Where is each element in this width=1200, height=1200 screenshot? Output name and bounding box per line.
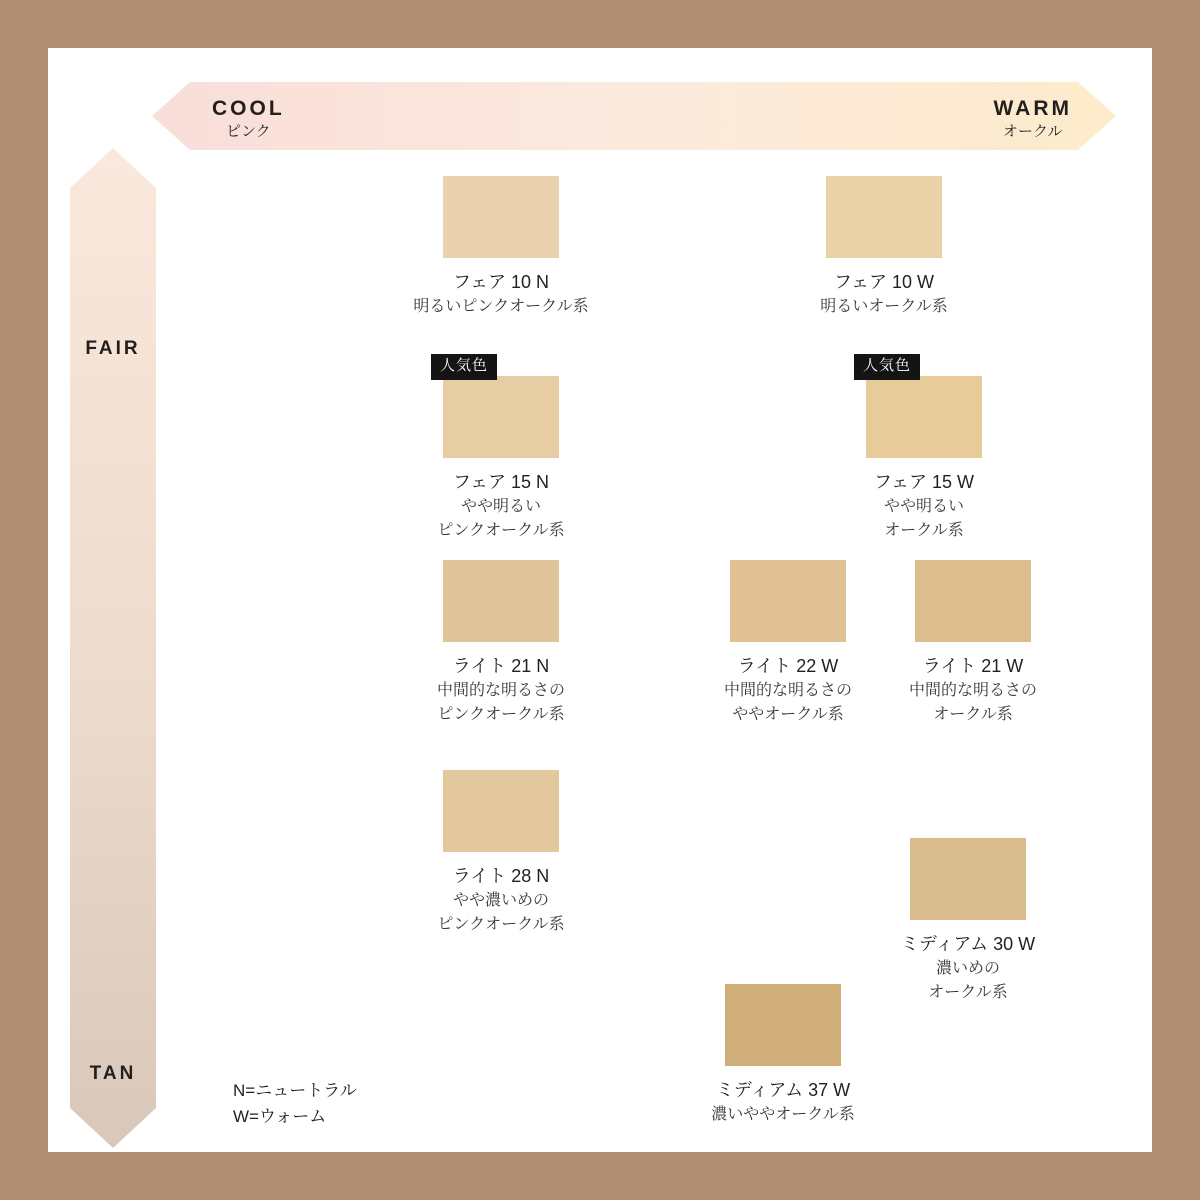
warm-label-text: WARM (993, 97, 1072, 120)
swatch-fair-15-n[interactable] (351, 357, 651, 543)
legend-line-n: N=ニュートラル (233, 1081, 357, 1100)
swatch-name: ミディアム 37 W (715, 1080, 851, 1100)
swatch-desc-line: 濃いややオークル系 (711, 1106, 855, 1124)
swatch-color-chip (866, 376, 982, 458)
cool-label-text: COOL (212, 97, 285, 120)
swatch-desc-line: やや明るい (883, 498, 964, 516)
legend (233, 1078, 357, 1131)
swatch-color-chip (725, 984, 841, 1066)
swatch-color-chip (826, 176, 942, 258)
swatch-desc-line: オークル系 (884, 522, 964, 540)
swatch-name: ライト 21 W (922, 656, 1024, 676)
fair-tan-axis-shape (70, 148, 156, 1148)
swatch-name: フェア 15 W (873, 472, 975, 492)
swatch-fair-15-w[interactable] (774, 357, 1074, 543)
cool-warm-axis (152, 82, 1116, 150)
swatch-desc-line: やや濃いめの (452, 892, 549, 910)
swatch-color-chip (443, 176, 559, 258)
warm-label-sub: オークル (1002, 123, 1063, 141)
swatch-fair-10-w[interactable] (734, 176, 1034, 319)
swatch-desc-line: オークル系 (928, 984, 1008, 1002)
cool-warm-axis-shape (152, 82, 1116, 150)
swatch-desc-line: 明るいオークル系 (820, 298, 948, 316)
fair-tan-axis (70, 148, 156, 1148)
swatch-light-21-w[interactable] (828, 560, 1118, 727)
swatch-name: フェア 10 W (833, 272, 935, 292)
popular-badge: 人気色 (431, 354, 497, 380)
swatch-name: ライト 21 N (452, 656, 550, 676)
swatch-medium-30-w[interactable] (818, 838, 1118, 1005)
swatch-desc-line: 中間的な明るさの (436, 682, 565, 700)
swatch-name: フェア 10 N (452, 272, 550, 292)
swatch-desc-line: 明るいピンクオークル系 (413, 298, 589, 316)
swatch-light-21-n[interactable] (351, 560, 651, 727)
swatch-name: ミディアム 30 W (900, 934, 1036, 954)
swatch-desc-line: オークル系 (933, 706, 1013, 724)
swatch-color-chip (915, 560, 1031, 642)
swatch-color-chip (443, 560, 559, 642)
swatch-desc-line: 中間的な明るさの (723, 682, 852, 700)
swatch-color-chip (443, 770, 559, 852)
swatch-desc-line: ピンクオークル系 (437, 916, 565, 934)
legend-line-w: W=ウォーム (233, 1107, 327, 1127)
cool-axis-label (212, 96, 285, 142)
warm-axis-label (994, 96, 1073, 142)
chart-card (48, 48, 1152, 1152)
swatch-desc-line: ややオークル系 (732, 706, 844, 724)
swatch-desc-line: やや明るい (460, 498, 541, 516)
swatch-color-chip (910, 838, 1026, 920)
swatch-desc-line: 中間的な明るさの (908, 682, 1037, 700)
swatch-desc-line: ピンクオークル系 (437, 706, 565, 724)
swatch-fair-10-n[interactable] (351, 176, 651, 319)
popular-badge: 人気色 (854, 354, 920, 380)
swatch-light-28-n[interactable] (351, 770, 651, 937)
cool-label-sub: ピンク (225, 123, 271, 141)
swatch-name: フェア 15 N (452, 472, 550, 492)
swatch-desc-line: 濃いめの (935, 960, 1000, 978)
swatch-name: ライト 28 N (452, 866, 550, 886)
tan-label: TAN (89, 1063, 137, 1084)
swatch-medium-37-w[interactable] (633, 984, 933, 1127)
fair-label: FAIR (85, 338, 141, 359)
swatch-color-chip (443, 376, 559, 458)
swatch-name: ライト 22 W (737, 656, 839, 676)
swatch-desc-line: ピンクオークル系 (437, 522, 565, 540)
